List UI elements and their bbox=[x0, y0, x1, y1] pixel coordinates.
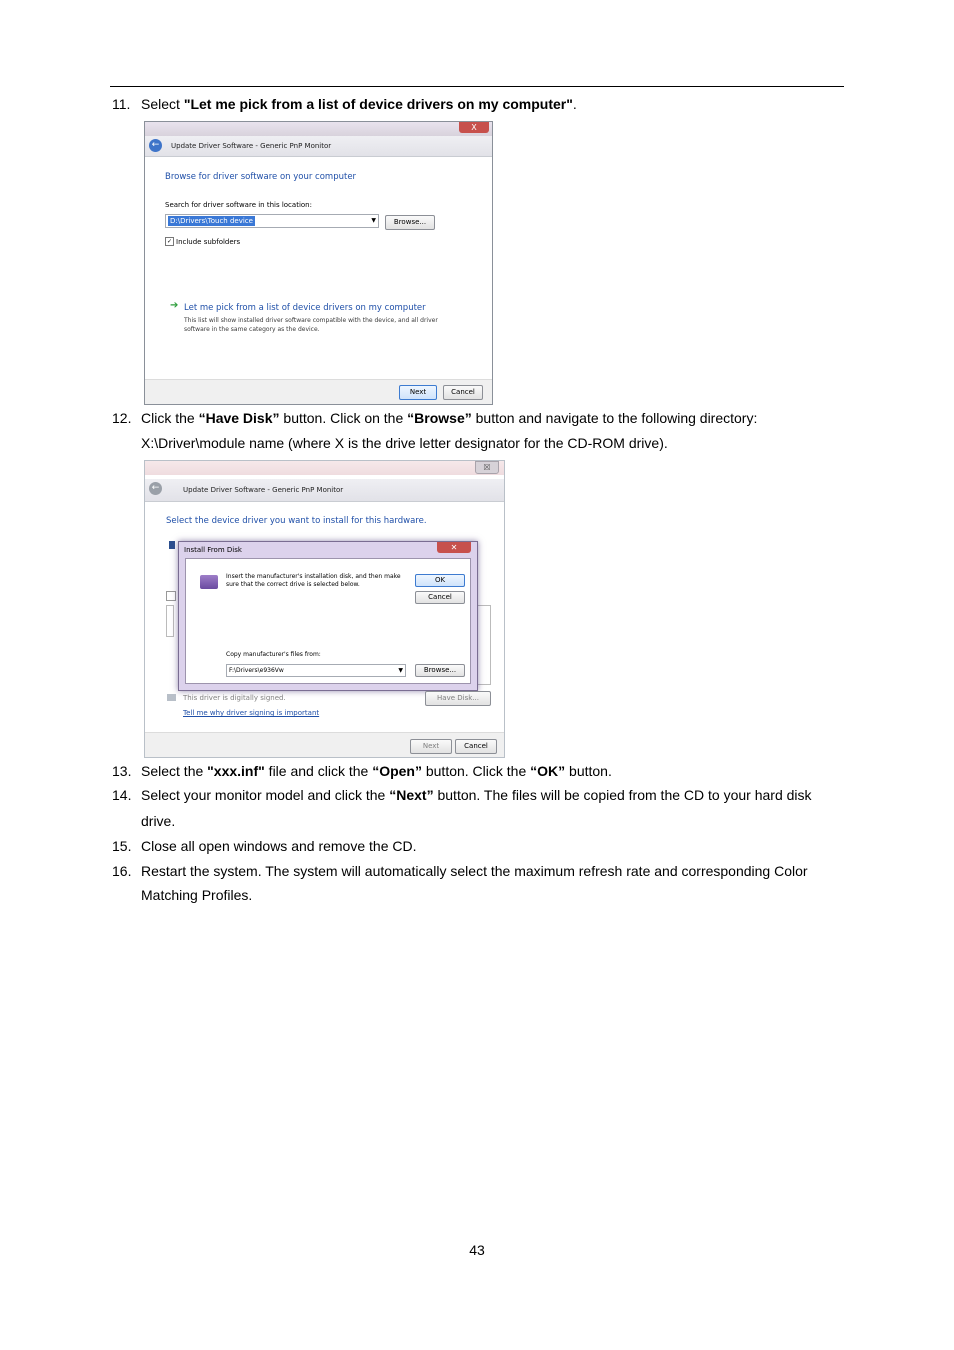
next-button[interactable]: Next bbox=[399, 385, 437, 400]
install-from-disk-dialog bbox=[178, 541, 478, 691]
cancel-button[interactable]: Cancel bbox=[455, 739, 497, 754]
copy-from-input[interactable]: F:\Drivers\e936Vw ▼ bbox=[226, 664, 406, 677]
dialog-title: Install From Disk bbox=[184, 546, 242, 554]
window-titlebar bbox=[145, 461, 504, 475]
path-input[interactable]: D:\Drivers\Touch device ▼ bbox=[165, 214, 379, 228]
disk-drive-icon bbox=[200, 575, 218, 589]
green-arrow-icon: ➔ bbox=[170, 300, 179, 311]
step-13: 13. Select the "xxx.inf" file and click the “Open” button. Click the “OK” button. bbox=[112, 759, 842, 783]
window-titlebar bbox=[145, 122, 492, 136]
address-bar bbox=[145, 479, 504, 502]
dialog-body bbox=[185, 558, 471, 684]
step-16: 16. Restart the system. The system will automatically select the maximum refresh rate and corresponding Color Matching Profiles. bbox=[112, 859, 842, 907]
include-subfolders-checkbox[interactable]: ✓ bbox=[166, 238, 173, 245]
step-15: 15. Close all open windows and remove the CD. bbox=[112, 834, 842, 858]
dialog-message: Insert the manufacturer's installation disk, and then make sure that the correct drive is selected below. bbox=[226, 573, 401, 588]
button-bar bbox=[145, 732, 504, 757]
list-checkbox[interactable] bbox=[166, 591, 176, 601]
page-heading: Select the device driver you want to install for this hardware. bbox=[166, 516, 427, 526]
model-list-edge bbox=[476, 605, 491, 685]
back-arrow-icon[interactable]: ← bbox=[149, 482, 162, 495]
have-disk-button[interactable]: Have Disk... bbox=[425, 691, 491, 706]
breadcrumb: Update Driver Software - Generic PnP Monitor bbox=[183, 486, 344, 494]
address-bar bbox=[145, 136, 492, 157]
step-11: 11. Select "Let me pick from a list of device drivers on my computer". bbox=[112, 92, 842, 116]
monitor-icon bbox=[169, 541, 175, 549]
button-bar bbox=[145, 379, 492, 404]
pick-from-list-link[interactable]: Let me pick from a list of device drivers on my computer bbox=[184, 303, 426, 313]
step-number: 15. bbox=[112, 838, 132, 854]
step-12: 12. Click the “Have Disk” button. Click on the “Browse” button and navigate to the following directory: X:\Driver\module name (where X is the drive letter designator for the CD-ROM drive). bbox=[112, 406, 842, 456]
driver-signing-link[interactable]: Tell me why driver signing is important bbox=[183, 709, 320, 717]
breadcrumb: Update Driver Software - Generic PnP Monitor bbox=[171, 142, 332, 150]
step-number: 12. bbox=[112, 410, 132, 426]
include-subfolders-label: Include subfolders bbox=[176, 238, 241, 246]
dialog-close-icon[interactable]: ✕ bbox=[437, 542, 471, 553]
step-number: 14. bbox=[112, 787, 132, 803]
step-number: 11. bbox=[112, 96, 131, 112]
close-icon[interactable]: ☒ bbox=[475, 461, 499, 474]
page-number: 43 bbox=[469, 1242, 485, 1258]
back-arrow-icon[interactable]: ← bbox=[149, 139, 162, 152]
copy-from-label: Copy manufacturer's files from: bbox=[226, 651, 321, 658]
screenshot-install-from-disk bbox=[144, 460, 505, 758]
step-number: 13. bbox=[112, 763, 132, 779]
ok-button[interactable]: OK bbox=[415, 574, 465, 587]
dialog-browse-button[interactable]: Browse... bbox=[415, 664, 465, 677]
signed-icon bbox=[167, 694, 176, 701]
model-list-edge bbox=[166, 605, 174, 637]
browse-button[interactable]: Browse... bbox=[385, 215, 435, 230]
close-icon[interactable]: X bbox=[459, 122, 489, 133]
cancel-button[interactable]: Cancel bbox=[443, 385, 483, 400]
header-rule bbox=[110, 86, 844, 87]
screenshot-browse-driver bbox=[144, 121, 493, 405]
step-number: 16. bbox=[112, 863, 132, 879]
signed-status: This driver is digitally signed. bbox=[183, 694, 286, 702]
next-button[interactable]: Next bbox=[410, 739, 452, 754]
chevron-down-icon[interactable]: ▼ bbox=[398, 667, 403, 674]
search-label: Search for driver software in this location: bbox=[165, 201, 312, 209]
page-heading: Browse for driver software on your computer bbox=[165, 172, 357, 182]
pick-from-list-description: This list will show installed driver software compatible with the device, and all driver software in the same category as the device. bbox=[184, 317, 438, 333]
chevron-down-icon[interactable]: ▼ bbox=[371, 217, 376, 224]
dialog-cancel-button[interactable]: Cancel bbox=[415, 591, 465, 604]
step-14: 14. Select your monitor model and click the “Next” button. The files will be copied from the CD to your hard disk drive. bbox=[112, 783, 842, 834]
